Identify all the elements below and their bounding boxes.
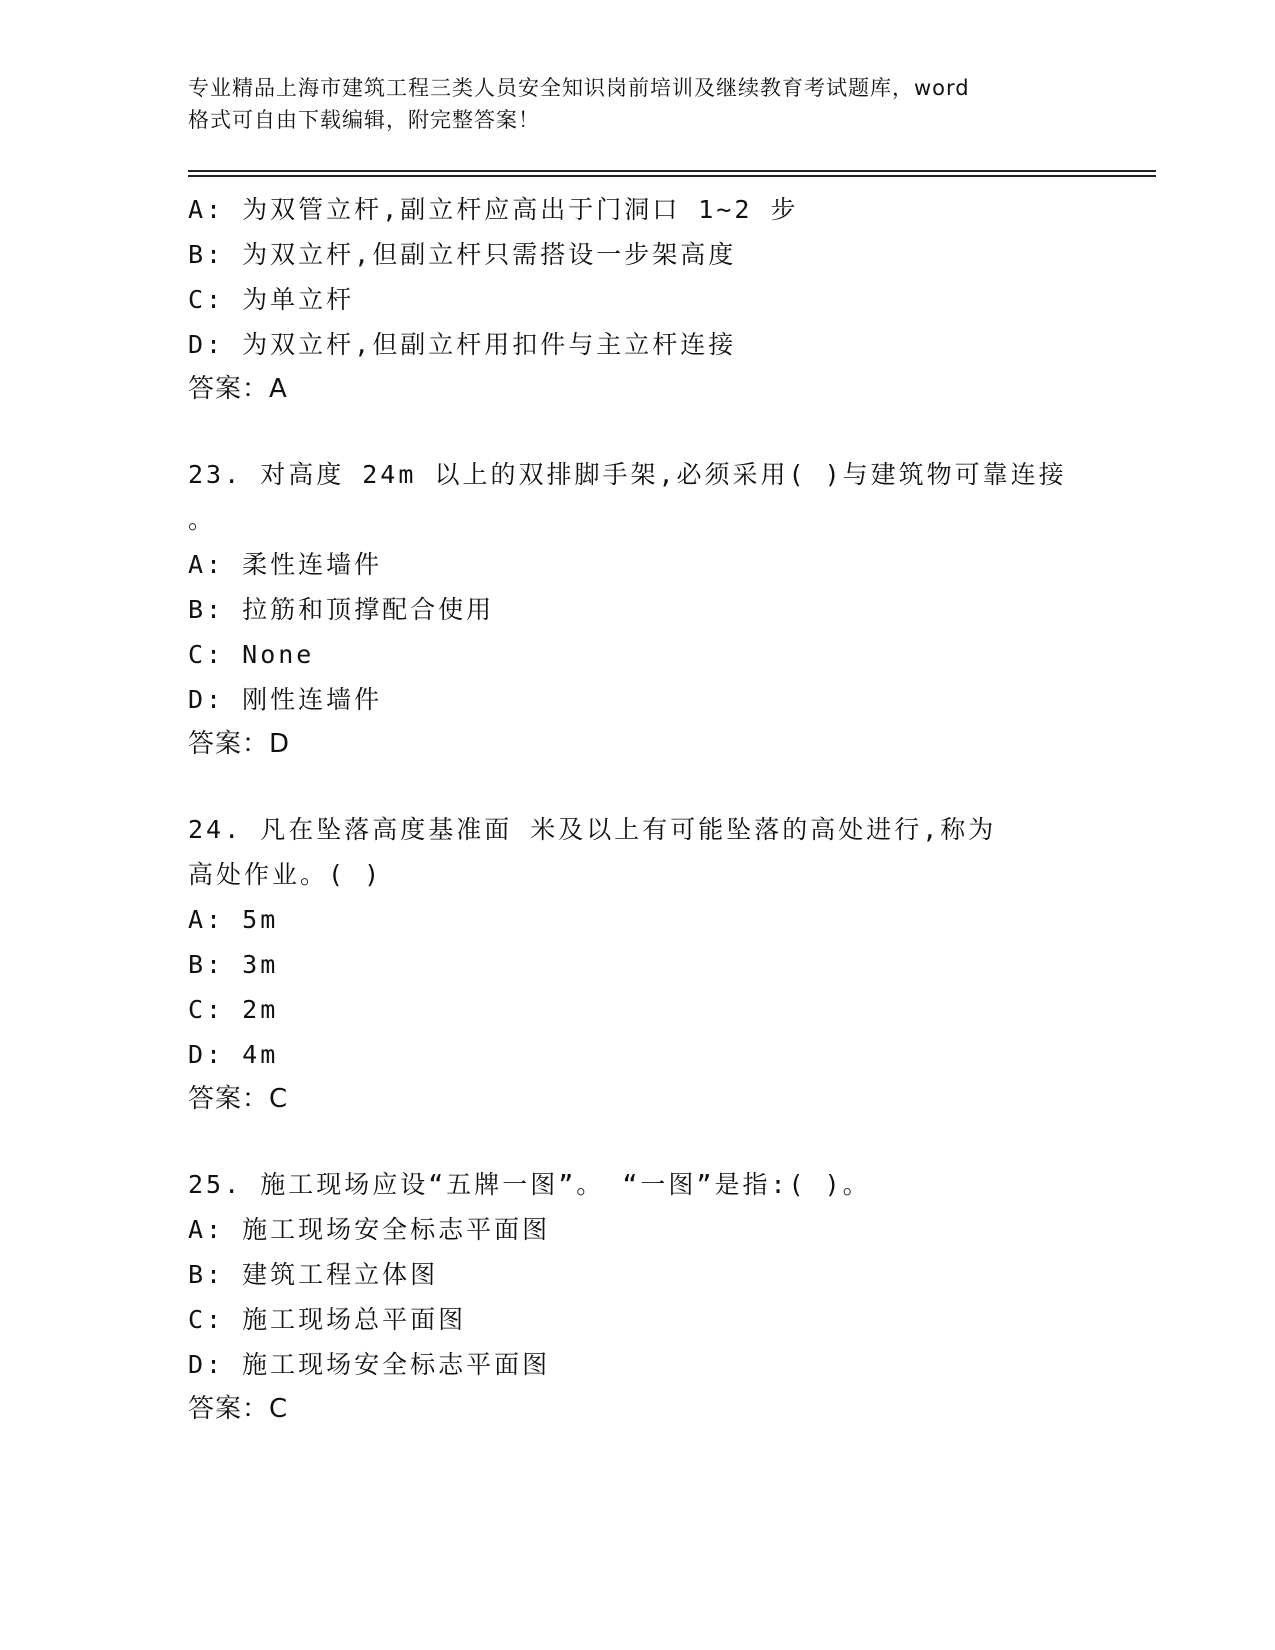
option-b: B: 建筑工程立体图 [188,1260,439,1289]
answer-line: 答案：C [188,1084,289,1114]
answer-line: 答案：A [188,374,288,404]
answer-line: 答案：D [188,729,291,759]
header-line-1: 专业精品上海市建筑工程三类人员安全知识岗前培训及继续教育考试题库，word [188,76,970,100]
question-stem-continued: 高处作业。( ) [188,860,383,889]
option-c: C: None [188,640,315,669]
question-block [188,187,1088,412]
option-b: B: 为双立杆,但副立杆只需搭设一步架高度 [188,240,737,269]
question-list [188,187,1088,1432]
question-block [188,1162,1088,1432]
option-a: A: 柔性连墙件 [188,550,383,579]
spacer [188,767,1088,807]
question-stem: 24. 凡在坠落高度基准面 米及以上有可能坠落的高处进行,称为 [188,815,997,844]
header-divider-top [188,170,1156,172]
question-stem: 23. 对高度 24m 以上的双排脚手架,必须采用( )与建筑物可靠连接 [188,460,1067,489]
option-a: A: 施工现场安全标志平面图 [188,1215,551,1244]
option-b: B: 3m [188,950,279,979]
option-d: D: 4m [188,1040,279,1069]
document-header [188,72,1068,136]
question-stem: 25. 施工现场应设“五牌一图”。 “一图”是指:( )。 [188,1170,871,1199]
question-block [188,807,1088,1122]
option-a: A: 5m [188,905,279,934]
question-stem-continued: 。 [188,505,217,534]
spacer [188,1122,1088,1162]
option-c: C: 施工现场总平面图 [188,1305,467,1334]
question-block [188,452,1088,767]
option-b: B: 拉筋和顶撑配合使用 [188,595,495,624]
option-c: C: 2m [188,995,279,1024]
option-a: A: 为双管立杆,副立杆应高出于门洞口 1~2 步 [188,195,799,224]
option-d: D: 为双立杆,但副立杆用扣件与主立杆连接 [188,330,737,359]
option-c: C: 为单立杆 [188,285,355,314]
option-d: D: 刚性连墙件 [188,685,383,714]
spacer [188,412,1088,452]
header-line-2: 格式可自由下载编辑，附完整答案！ [188,108,540,132]
option-d: D: 施工现场安全标志平面图 [188,1350,551,1379]
answer-line: 答案：C [188,1394,289,1424]
header-divider-bottom [188,175,1156,177]
